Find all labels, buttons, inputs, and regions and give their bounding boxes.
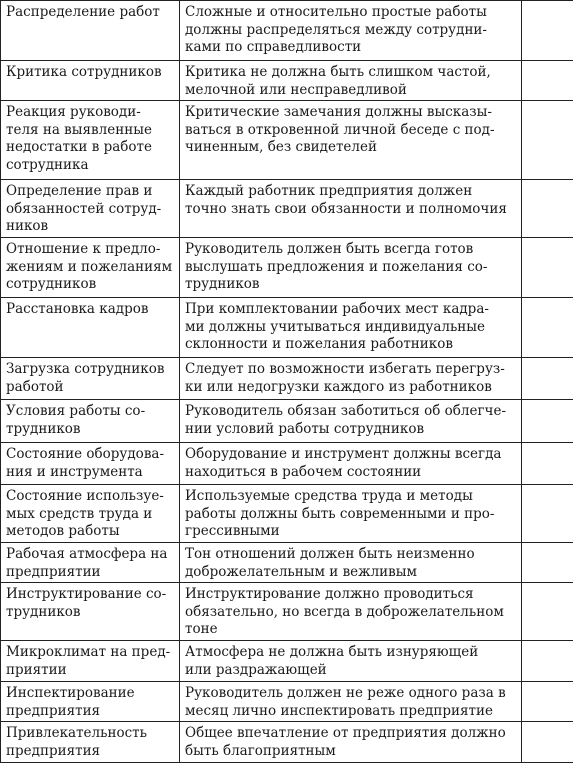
- aspect-cell: [1, 358, 180, 400]
- empty-cell: [522, 298, 573, 358]
- requirement-cell: [180, 358, 522, 400]
- requirement-cell: [180, 238, 522, 298]
- requirement-text: Руководитель обязан заботиться об облегче- нии условий работы сотрудников: [185, 403, 516, 438]
- empty-cell: [522, 101, 573, 180]
- requirement-text: Критические замечания должны высказы- ваться в откровенной личной беседе с под- чиненным, без свидетелей: [185, 104, 516, 157]
- requirement-cell: [180, 443, 522, 485]
- aspect-cell: [1, 543, 180, 583]
- requirement-cell: [180, 1, 522, 61]
- aspect-text: Привлекательность предприятия: [6, 725, 174, 760]
- table-row: [1, 61, 573, 101]
- requirement-cell: [180, 543, 522, 583]
- empty-cell: [522, 543, 573, 583]
- table-row: [1, 443, 573, 485]
- aspect-cell: [1, 583, 180, 641]
- requirement-cell: [180, 583, 522, 641]
- table-row: [1, 543, 573, 583]
- aspect-cell: [1, 180, 180, 238]
- aspect-cell: [1, 443, 180, 485]
- table-row: [1, 180, 573, 238]
- empty-cell: [522, 61, 573, 101]
- aspect-cell: [1, 238, 180, 298]
- empty-cell: [522, 722, 573, 763]
- requirement-text: Руководитель должен быть всегда готов выслушать предложения и пожелания со- трудников: [185, 241, 516, 294]
- table-row: [1, 400, 573, 443]
- empty-cell: [522, 400, 573, 443]
- requirement-cell: [180, 101, 522, 180]
- requirement-cell: [180, 298, 522, 358]
- requirement-cell: [180, 682, 522, 722]
- requirement-text: Тон отношений должен быть неизменно доброжелательным и вежливым: [185, 546, 516, 581]
- aspect-cell: [1, 485, 180, 543]
- aspect-text: Определение прав и обязанностей сотруд- ников: [6, 183, 174, 236]
- aspect-cell: [1, 641, 180, 682]
- aspect-text: Состояние оборудова- ния и инструмента: [6, 446, 174, 481]
- requirement-text: Оборудование и инструмент должны всегда находиться в рабочем состоянии: [185, 446, 516, 481]
- aspect-text: Инструктирование со- трудников: [6, 586, 174, 621]
- requirement-cell: [180, 180, 522, 238]
- table-row: [1, 101, 573, 180]
- aspect-cell: [1, 101, 180, 180]
- requirement-cell: [180, 61, 522, 101]
- requirement-text: Критика не должна быть слишком частой, мелочной или несправедливой: [185, 64, 516, 99]
- aspect-text: Условия работы со- трудников: [6, 403, 174, 438]
- empty-cell: [522, 180, 573, 238]
- empty-cell: [522, 583, 573, 641]
- requirement-text: Атмосфера не должна быть изнуряющей или раздражающей: [185, 644, 516, 679]
- table-row: [1, 583, 573, 641]
- empty-cell: [522, 1, 573, 61]
- table-row: [1, 485, 573, 543]
- requirement-text: Общее впечатление от предприятия должно быть благоприятным: [185, 725, 516, 760]
- aspect-text: Реакция руководи- теля на выявленные недостатки в работе сотрудника: [6, 104, 174, 174]
- empty-cell: [522, 641, 573, 682]
- requirement-text: Сложные и относительно простые работы должны распределяться между сотрудни- ками по справедливости: [185, 4, 516, 57]
- table-row: [1, 722, 573, 763]
- table-body: [1, 1, 573, 763]
- table-row: [1, 1, 573, 61]
- aspect-cell: [1, 400, 180, 443]
- requirement-text: Каждый работник предприятия должен точно знать свои обязанности и полномочия: [185, 183, 516, 218]
- requirement-cell: [180, 722, 522, 763]
- requirement-text: Следует по возможности избегать перегруз- ки или недогрузки каждого из работников: [185, 361, 516, 396]
- aspect-cell: [1, 1, 180, 61]
- aspect-cell: [1, 61, 180, 101]
- requirement-text: Инструктирование должно проводиться обязательно, но всегда в доброжелательном тоне: [185, 586, 516, 639]
- empty-cell: [522, 485, 573, 543]
- aspect-text: Рабочая атмосфера на предприятии: [6, 546, 174, 581]
- aspect-text: Распределение работ: [6, 4, 174, 22]
- aspect-cell: [1, 722, 180, 763]
- aspect-text: Критика сотрудников: [6, 64, 174, 82]
- requirement-text: Используемые средства труда и методы работы должны быть современными и про- грессивными: [185, 488, 516, 541]
- table-row: [1, 238, 573, 298]
- empty-cell: [522, 682, 573, 722]
- aspect-text: Состояние используе- мых средств труда и методов работы: [6, 488, 174, 541]
- requirement-cell: [180, 400, 522, 443]
- table-row: [1, 682, 573, 722]
- requirement-cell: [180, 641, 522, 682]
- aspect-text: Отношение к предло- жениям и пожеланиям сотрудников: [6, 241, 174, 294]
- table-row: [1, 358, 573, 400]
- empty-cell: [522, 358, 573, 400]
- aspect-text: Микроклимат на пред- приятии: [6, 644, 174, 679]
- aspect-text: Инспектирование предприятия: [6, 685, 174, 720]
- aspect-text: Загрузка сотрудников работой: [6, 361, 174, 396]
- requirement-text: При комплектовании рабочих мест кадра- ми должны учитываться индивидуальные склонности и пожелания работников: [185, 301, 516, 354]
- aspect-cell: [1, 682, 180, 722]
- empty-cell: [522, 238, 573, 298]
- requirement-text: Руководитель должен не реже одного раза в месяц лично инспектировать предприятие: [185, 685, 516, 720]
- aspect-cell: [1, 298, 180, 358]
- requirement-cell: [180, 485, 522, 543]
- aspect-text: Расстановка кадров: [6, 301, 174, 319]
- table-row: [1, 641, 573, 682]
- empty-cell: [522, 443, 573, 485]
- table-row: [1, 298, 573, 358]
